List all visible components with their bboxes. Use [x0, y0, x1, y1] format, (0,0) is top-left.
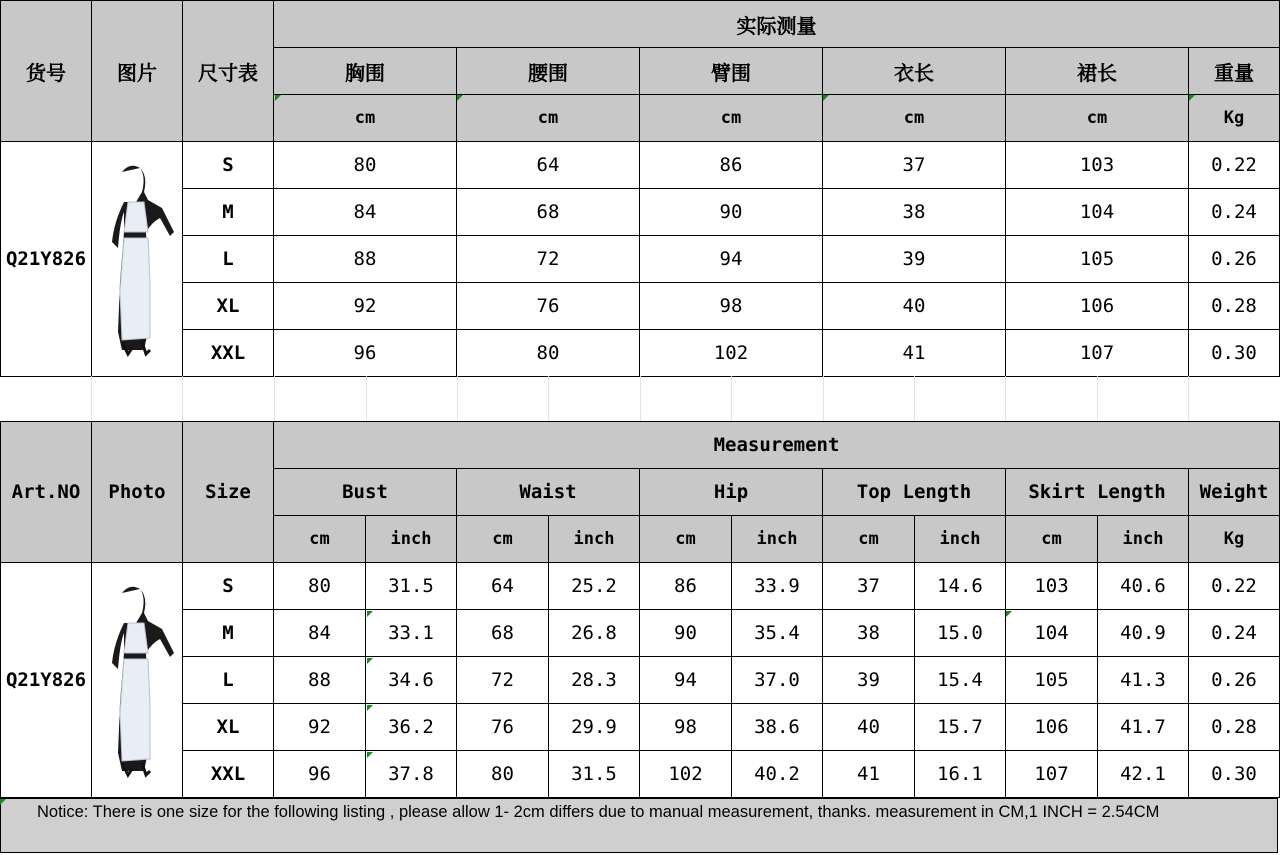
size-label: L	[183, 657, 274, 704]
value-cell: 80	[274, 142, 457, 189]
unit-cell: inch	[1098, 516, 1189, 563]
value-cell: 68	[457, 189, 640, 236]
value-cell: 40	[823, 283, 1006, 330]
value-cell: 39	[823, 236, 1006, 283]
cell-marker	[1006, 611, 1012, 617]
value-cell: 41.3	[1098, 657, 1189, 704]
value-cell: 80	[457, 330, 640, 377]
header-artno: 货号	[1, 1, 92, 142]
unit-cell: cm	[1006, 516, 1098, 563]
size-label: M	[183, 189, 274, 236]
value-cell: 88	[274, 657, 366, 704]
cell-marker	[367, 752, 373, 758]
value-cell: 92	[274, 704, 366, 751]
unit-cell: cm	[823, 516, 915, 563]
value-cell: 38	[823, 610, 915, 657]
value-cell: 25.2	[549, 563, 640, 610]
value-cell: 0.26	[1189, 657, 1280, 704]
size-label: XXL	[183, 330, 274, 377]
unit-cell: cm	[823, 95, 1006, 142]
value-cell: 16.1	[915, 751, 1006, 798]
size-label: L	[183, 236, 274, 283]
value-cell: 40	[823, 704, 915, 751]
size-label: S	[183, 142, 274, 189]
value-cell: 37.8	[366, 751, 457, 798]
product-photo	[92, 563, 183, 798]
cell-marker	[457, 95, 463, 101]
model-image	[100, 162, 176, 360]
header-top-length: 衣长	[823, 48, 1006, 95]
value-cell: 35.4	[732, 610, 823, 657]
value-cell: 0.26	[1189, 236, 1280, 283]
value-cell: 28.3	[549, 657, 640, 704]
value-cell: 37.0	[732, 657, 823, 704]
value-cell: 76	[457, 283, 640, 330]
value-cell: 72	[457, 657, 549, 704]
value-cell: 15.0	[915, 610, 1006, 657]
size-label: S	[183, 563, 274, 610]
value-cell: 106	[1006, 704, 1098, 751]
value-cell: 105	[1006, 236, 1189, 283]
size-table-en	[0, 421, 1280, 798]
header-bust: 胸围	[274, 48, 457, 95]
value-cell: 14.6	[915, 563, 1006, 610]
unit-cell: cm	[457, 95, 640, 142]
value-cell: 29.9	[549, 704, 640, 751]
value-cell: 86	[640, 563, 732, 610]
unit-cell: cm	[1006, 95, 1189, 142]
header-waist: 腰围	[457, 48, 640, 95]
value-cell: 0.28	[1189, 704, 1280, 751]
header-measurement: Measurement	[274, 422, 1280, 469]
value-cell: 33.1	[366, 610, 457, 657]
value-cell: 40.6	[1098, 563, 1189, 610]
value-cell: 41.7	[1098, 704, 1189, 751]
value-cell: 84	[274, 610, 366, 657]
value-cell: 80	[274, 563, 366, 610]
value-cell: 0.24	[1189, 610, 1280, 657]
value-cell: 107	[1006, 330, 1189, 377]
spacer-row	[0, 376, 1280, 421]
unit-cell: inch	[366, 516, 457, 563]
value-cell: 102	[640, 751, 732, 798]
value-cell: 104	[1006, 189, 1189, 236]
unit-cell: cm	[640, 516, 732, 563]
value-cell: 0.30	[1189, 330, 1280, 377]
unit-cell: inch	[732, 516, 823, 563]
value-cell: 15.4	[915, 657, 1006, 704]
product-photo	[92, 142, 183, 377]
value-cell: 38.6	[732, 704, 823, 751]
value-cell: 90	[640, 610, 732, 657]
size-label: XL	[183, 283, 274, 330]
value-cell: 0.22	[1189, 563, 1280, 610]
header-bust: Bust	[274, 469, 457, 516]
cell-marker	[0, 799, 6, 805]
notice-text: Notice: There is one size for the following listing , please allow 1- 2cm differs due to manual measurement, thanks. measurement in CM,1 INCH = 2.54CM	[0, 798, 1278, 853]
value-cell: 42.1	[1098, 751, 1189, 798]
value-cell: 107	[1006, 751, 1098, 798]
value-cell: 102	[640, 330, 823, 377]
value-cell: 38	[823, 189, 1006, 236]
artno-cell: Q21Y826	[1, 563, 92, 798]
size-table-cn	[0, 0, 1280, 377]
header-photo: 图片	[92, 1, 183, 142]
cell-marker	[367, 658, 373, 664]
header-weight: Weight	[1189, 469, 1280, 516]
header-waist: Waist	[457, 469, 640, 516]
value-cell: 96	[274, 751, 366, 798]
size-label: M	[183, 610, 274, 657]
value-cell: 98	[640, 704, 732, 751]
cell-marker	[1189, 95, 1195, 101]
value-cell: 40.9	[1098, 610, 1189, 657]
unit-cell: cm	[457, 516, 549, 563]
value-cell: 41	[823, 330, 1006, 377]
unit-cell: cm	[274, 516, 366, 563]
unit-cell: Kg	[1189, 516, 1280, 563]
unit-cell: inch	[549, 516, 640, 563]
value-cell: 34.6	[366, 657, 457, 704]
value-cell: 33.9	[732, 563, 823, 610]
value-cell: 103	[1006, 563, 1098, 610]
header-size: 尺寸表	[183, 1, 274, 142]
value-cell: 37	[823, 142, 1006, 189]
value-cell: 15.7	[915, 704, 1006, 751]
cell-marker	[275, 95, 281, 101]
header-hip: Hip	[640, 469, 823, 516]
unit-cell: Kg	[1189, 95, 1280, 142]
header-skirt-length: Skirt Length	[1006, 469, 1189, 516]
header-weight: 重量	[1189, 48, 1280, 95]
value-cell: 88	[274, 236, 457, 283]
value-cell: 94	[640, 236, 823, 283]
unit-cell: cm	[274, 95, 457, 142]
value-cell: 76	[457, 704, 549, 751]
value-cell: 36.2	[366, 704, 457, 751]
header-measurement: 实际测量	[274, 1, 1280, 48]
value-cell: 94	[640, 657, 732, 704]
value-cell: 90	[640, 189, 823, 236]
value-cell: 41	[823, 751, 915, 798]
header-top-length: Top Length	[823, 469, 1006, 516]
value-cell: 64	[457, 142, 640, 189]
size-label: XL	[183, 704, 274, 751]
value-cell: 103	[1006, 142, 1189, 189]
value-cell: 96	[274, 330, 457, 377]
value-cell: 106	[1006, 283, 1189, 330]
value-cell: 37	[823, 563, 915, 610]
unit-cell: inch	[915, 516, 1006, 563]
value-cell: 92	[274, 283, 457, 330]
model-image	[100, 583, 176, 781]
value-cell: 40.2	[732, 751, 823, 798]
value-cell: 39	[823, 657, 915, 704]
header-arm: 臂围	[640, 48, 823, 95]
header-photo: Photo	[92, 422, 183, 563]
value-cell: 26.8	[549, 610, 640, 657]
value-cell: 98	[640, 283, 823, 330]
artno-cell: Q21Y826	[1, 142, 92, 377]
cell-marker	[823, 95, 829, 101]
value-cell: 31.5	[549, 751, 640, 798]
header-size: Size	[183, 422, 274, 563]
value-cell: 0.30	[1189, 751, 1280, 798]
header-skirt-length: 裙长	[1006, 48, 1189, 95]
cell-marker	[367, 611, 373, 617]
value-cell: 31.5	[366, 563, 457, 610]
value-cell: 84	[274, 189, 457, 236]
size-label: XXL	[183, 751, 274, 798]
value-cell: 105	[1006, 657, 1098, 704]
value-cell: 86	[640, 142, 823, 189]
cell-marker	[367, 705, 373, 711]
value-cell: 0.24	[1189, 189, 1280, 236]
value-cell: 68	[457, 610, 549, 657]
unit-cell: cm	[640, 95, 823, 142]
value-cell: 64	[457, 563, 549, 610]
value-cell: 0.22	[1189, 142, 1280, 189]
value-cell: 72	[457, 236, 640, 283]
value-cell: 0.28	[1189, 283, 1280, 330]
header-artno: Art.NO	[1, 422, 92, 563]
value-cell: 80	[457, 751, 549, 798]
value-cell: 104	[1006, 610, 1098, 657]
